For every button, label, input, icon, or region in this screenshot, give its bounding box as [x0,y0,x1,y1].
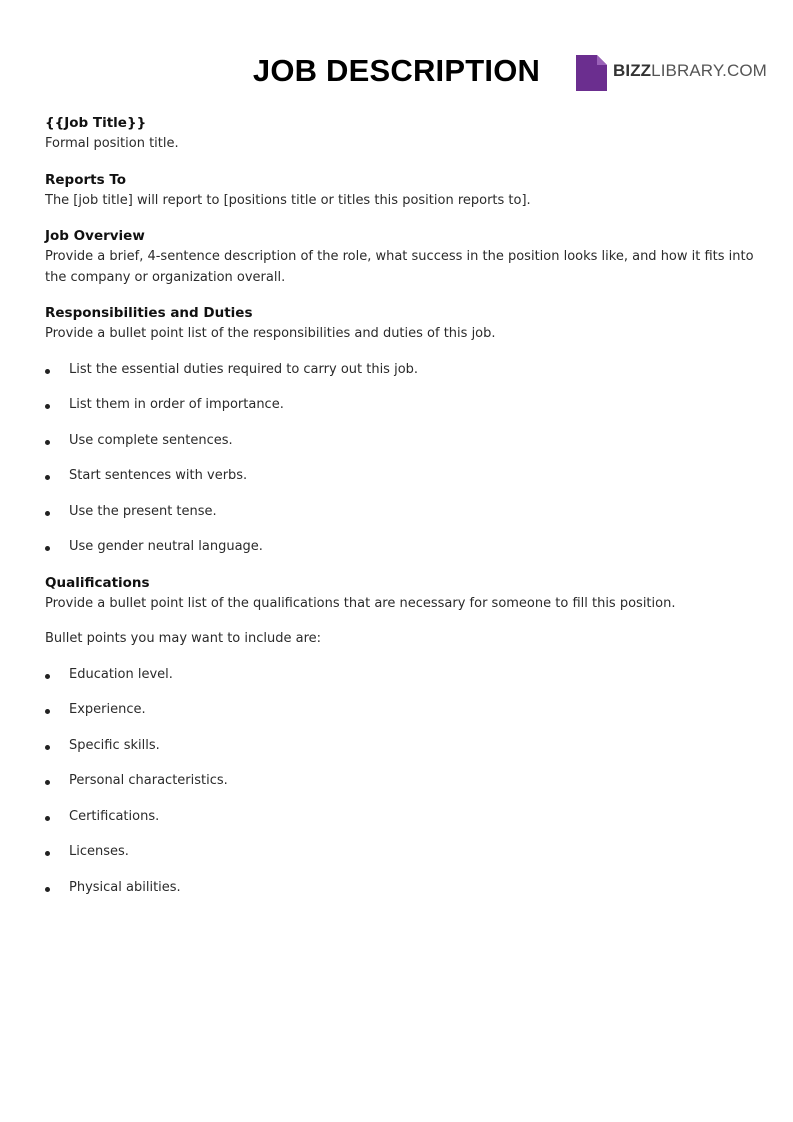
bullet-icon [45,440,50,445]
list-item-text: Use complete sentences. [69,432,233,448]
section-text: Formal position title. [45,136,179,151]
list-item-text: Use gender neutral language. [69,539,263,554]
list-item [45,771,757,792]
brand-name [613,61,767,81]
section-heading: Qualifications [45,574,150,591]
list-item [45,842,757,863]
section-text: Provide a bullet point list of the responsibilities and duties of this job. [45,326,496,341]
bullet-icon [45,546,50,551]
document-icon [576,55,607,91]
list-item [45,395,757,416]
list-item-text: Certifications. [69,808,160,824]
list-item [45,537,757,558]
list-item-text: Specific skills. [69,737,160,753]
list-item-text: Physical abilities. [69,879,181,895]
bullet-icon [45,369,50,374]
document-body [45,113,757,913]
list-item-text: List them in order of importance. [69,397,284,412]
section-reports-to [45,170,757,212]
section-heading: {{Job Title}} [45,115,147,131]
qualifications-list [45,665,757,899]
bullet-icon [45,709,50,714]
section-heading: Job Overview [45,228,145,244]
list-item [45,700,757,721]
bullet-icon [45,851,50,856]
list-item-text: Licenses. [69,844,129,859]
list-item [45,878,757,899]
section-intro: Bullet points you may want to include are: [45,631,322,646]
bullet-icon [45,475,50,480]
list-item [45,466,757,487]
section-text: The [job title] will report to [positions title or titles this position reports to]. [45,192,531,208]
bullet-icon [45,887,50,892]
list-item [45,431,757,452]
list-item [45,665,757,686]
brand-name-light: LIBRARY.COM [651,61,767,80]
bullet-icon [45,511,50,516]
bullet-icon [45,816,50,821]
list-item [45,360,757,381]
page-title: JOB DESCRIPTION [252,53,541,88]
brand-logo [576,55,767,91]
section-job-overview [45,226,757,288]
bullet-icon [45,780,50,785]
section-text: Provide a brief, 4-sentence description of the role, what success in the position looks like, and how it fits into the company or organization overall. [45,249,754,285]
bullet-icon [45,674,50,679]
list-item-text: Experience. [69,702,146,717]
responsibilities-list [45,360,757,558]
section-heading: Responsibilities and Duties [45,305,253,321]
list-item [45,502,757,523]
bullet-icon [45,745,50,750]
list-item [45,807,757,828]
list-item-text: Personal characteristics. [69,773,228,788]
section-qualifications [45,573,757,899]
list-item [45,736,757,757]
list-item-text: Education level. [69,666,173,682]
section-responsibilities [45,303,757,558]
brand-name-bold: BIZZ [613,61,652,80]
section-heading: Reports To [45,171,127,188]
bullet-icon [45,404,50,409]
section-job-title [45,113,757,155]
list-item-text: Start sentences with verbs. [69,468,248,483]
section-text: Provide a bullet point list of the qualifications that are necessary for someone to fill this position. [45,595,676,611]
list-item-text: List the essential duties required to carry out this job. [69,361,419,377]
list-item-text: Use the present tense. [69,503,217,519]
